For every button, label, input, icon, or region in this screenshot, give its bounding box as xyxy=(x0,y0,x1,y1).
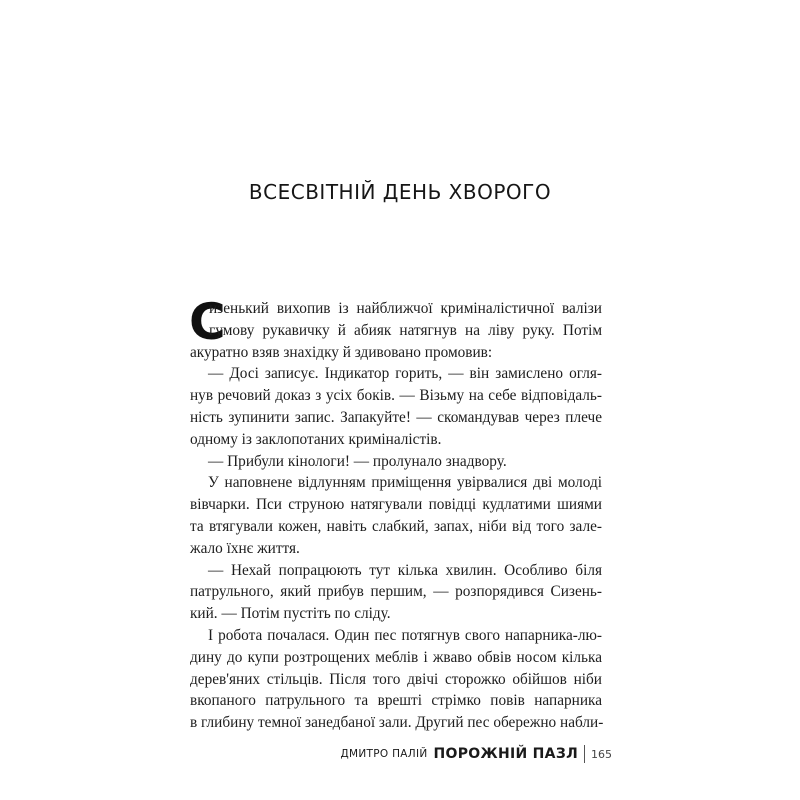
text-line: в глибину темної занедбаної зали. Другий пес обережно набли- xyxy=(190,714,604,732)
drop-cap: С xyxy=(189,293,226,351)
footer-divider xyxy=(584,745,585,763)
text-line: одному із заклопотаних криміналістів. xyxy=(190,430,442,448)
text-line: вкопаного патрульного та врешті стрімко повів напарника xyxy=(190,692,602,710)
chapter-title: ВСЕСВІТНІЙ ДЕНЬ ХВОРОГО xyxy=(248,180,552,204)
text-line: изенький вихопив із найближчої криміналістичної валізи xyxy=(209,300,602,317)
text-line: патрульного, який прибув першим, — розпорядився Сизень- xyxy=(190,583,602,601)
text-line: кий. — Потім пустіть по сліду. xyxy=(190,605,391,623)
text-line: У наповнене відлунням приміщення увірвалися дві молоді xyxy=(208,474,602,492)
footer-author: ДМИТРО ПАЛІЙ xyxy=(340,748,428,760)
text-line: гумову рукавичку й абияк натягнув на ліву руку. Потім xyxy=(209,321,602,339)
text-line: жало їхнє життя. xyxy=(190,539,300,557)
text-line: — Досі записує. Індикатор горить, — він замислено огля- xyxy=(208,365,602,383)
chapter-body xyxy=(189,293,604,734)
page-footer xyxy=(341,745,612,763)
text-line: І робота почалася. Один пес потягнув свого напарника-лю- xyxy=(208,626,602,644)
page-number: 165 xyxy=(591,747,612,761)
footer-book-title: ПОРОЖНІЙ ПАЗЛ xyxy=(433,746,578,762)
text-line: дину до купи розтрощених меблів і жваво обвів носом кілька xyxy=(190,648,602,666)
text-line: ність зупинити запис. Запакуйте! — скомандував через плече xyxy=(190,408,602,426)
text-line: та втягували кожен, навіть слабкий, запах, ніби від того зале- xyxy=(190,517,602,535)
text-line: дерев'яних стільців. Після того двічі сторожко обійшов ніби xyxy=(190,670,602,688)
text-line: вівчарки. Пси струною натягували повідці кудлатими шиями xyxy=(190,496,602,514)
text-line: акуратно взяв знахідку й здивовано промовив: xyxy=(190,343,493,361)
text-line: — Нехай попрацюють тут кілька хвилин. Особливо біля xyxy=(208,561,602,579)
text-line: нув речовий доказ з усіх боків. — Візьму на себе відповідаль- xyxy=(190,387,602,405)
text-line: — Прибули кінологи! — пролунало знадвору. xyxy=(208,452,507,470)
